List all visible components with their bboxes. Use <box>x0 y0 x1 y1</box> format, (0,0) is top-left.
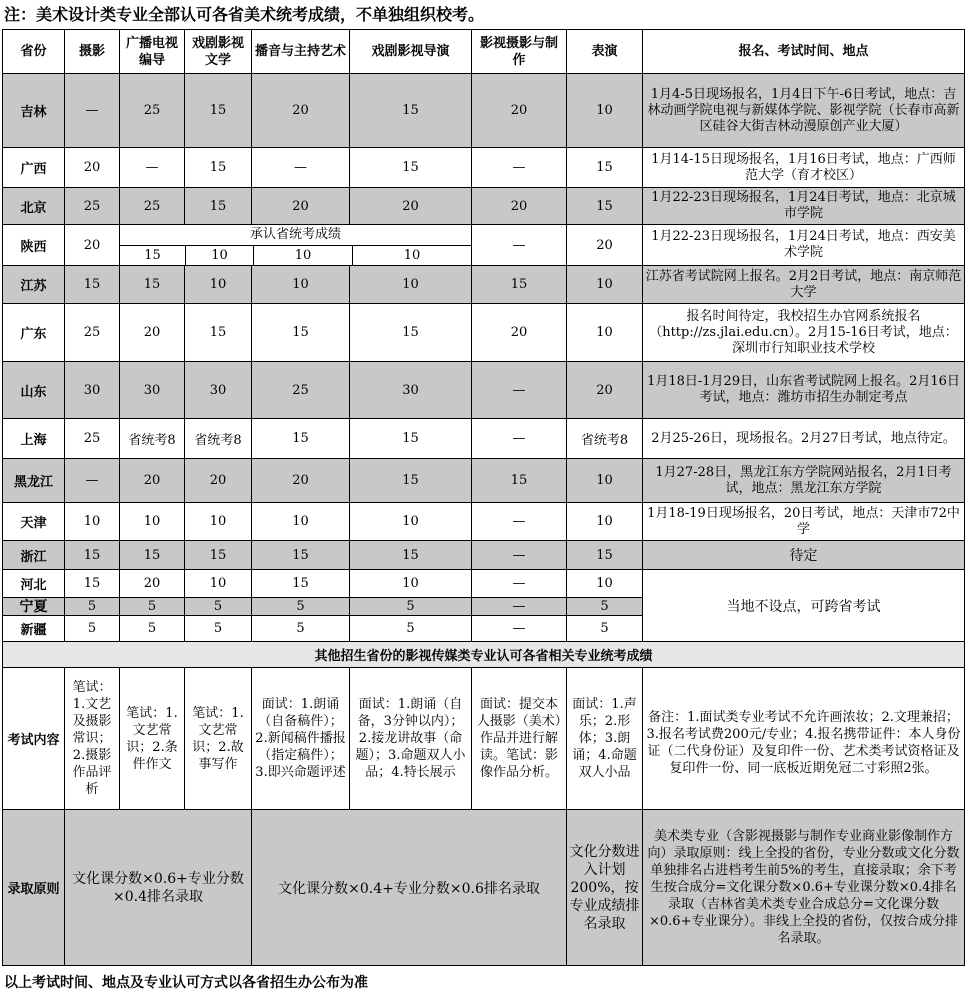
value-cell: 10 <box>350 266 472 304</box>
value-cell: — <box>472 616 567 642</box>
province-cell: 浙江 <box>3 541 65 570</box>
value-cell: 10 <box>186 246 254 265</box>
value-cell: 25 <box>65 419 120 459</box>
value-cell: 15 <box>567 188 643 225</box>
province-cell: 上海 <box>3 419 65 459</box>
value-cell: 15 <box>567 541 643 570</box>
table-row <box>3 148 965 188</box>
table-row <box>3 266 965 304</box>
value-cell: 25 <box>120 188 185 225</box>
value-cell: 15 <box>252 419 350 459</box>
value-cell: 15 <box>185 188 252 225</box>
value-cell: 15 <box>350 74 472 148</box>
value-cell: — <box>472 541 567 570</box>
value-cell: 10 <box>252 503 350 541</box>
value-cell: 15 <box>185 304 252 362</box>
value-cell: 30 <box>350 362 472 419</box>
section-title: 其他招生省份的影视传媒类专业认可各省相关专业统考成绩 <box>3 642 965 668</box>
value-cell: — <box>65 459 120 503</box>
value-cell: 10 <box>403 248 421 263</box>
table-row <box>3 304 965 362</box>
value-cell: 30 <box>65 362 120 419</box>
value-cell: 5 <box>120 616 185 642</box>
value-cell: — <box>65 74 120 148</box>
content-cell: 面试：提交本人摄影（美术）作品并进行解读。笔试：影像作品分析。 <box>472 668 567 810</box>
table-row <box>3 225 965 266</box>
info-cell: 1月22-23日现场报名，1月24日考试，地点：北京城市学院 <box>643 188 965 225</box>
value-cell: 10 <box>120 503 185 541</box>
info-cell: 1月27-28日，黑龙江东方学院网站报名，2月1日考试，地点：黑龙江东方学院 <box>643 459 965 503</box>
table-row <box>3 362 965 419</box>
province-cell: 陕西 <box>3 225 65 266</box>
admission-detail: 美术类专业（含影视摄影与制作专业商业影像制作方向）录取原则：线上全投的省份，专业分数或文化分数单独排名占进档考生前5%的考生，直接录取；余下考生按合成分=文化课分数×0.6+专业课分数×0.4排名录取（吉林省美术类专业合成总分=文化课分数×0.6+专业课分）。非线上全投的省份，仅按合成分排名录取。 <box>643 810 965 966</box>
info-cell: 1月22-23日现场报名，1月24日考试，地点：西安美术学院 <box>643 225 965 266</box>
value-cell: 5 <box>65 616 120 642</box>
row-label: 录取原则 <box>3 810 65 966</box>
value-cell: 15 <box>252 304 350 362</box>
header-cell: 报名、考试时间、地点 <box>643 30 965 74</box>
value-cell: 省统考8 <box>567 419 643 459</box>
value-cell: 25 <box>120 74 185 148</box>
value-cell: 30 <box>120 362 185 419</box>
value-cell: — <box>472 419 567 459</box>
header-cell: 省份 <box>3 30 65 74</box>
shaanxi-merged-cell <box>120 225 472 266</box>
info-cell: 1月18-19日现场报名，20日考试，地点：天津市72中学 <box>643 503 965 541</box>
province-cell: 广东 <box>3 304 65 362</box>
value-cell: 20 <box>567 225 643 266</box>
value-cell: 10 <box>65 503 120 541</box>
footer-note: 以上考试时间、地点及专业认可方式以各省招生办公布为准 <box>4 975 368 991</box>
value-cell: 15 <box>350 148 472 188</box>
info-cell: 1月14-15日现场报名，1月16日考试，地点：广西师范大学（育才校区） <box>643 148 965 188</box>
value-cell: 10 <box>254 246 353 265</box>
value-cell: 15 <box>185 148 252 188</box>
province-cell: 江苏 <box>3 266 65 304</box>
value-cell: 5 <box>185 616 252 642</box>
value-cell: 20 <box>120 304 185 362</box>
value-cell: 10 <box>567 459 643 503</box>
value-cell: 5 <box>252 598 350 616</box>
info-cell: 待定 <box>643 541 965 570</box>
value-cell: 省统考8 <box>120 419 185 459</box>
remarks-cell: 备注：1.面试类专业考试不允许画浓妆；2.文理兼招；3.报名考试费200元/专业；4.报名携带证件：本人身份证（二代身份证）及复印件一份、艺术类考试资格证及复印件一份、同一底板近期免冠二寸彩照2张。 <box>643 668 965 810</box>
value-cell: 10 <box>185 266 252 304</box>
province-cell: 广西 <box>3 148 65 188</box>
content-cell: 面试：1.声乐；2.形体；3.朗诵；4.命题双人小品 <box>567 668 643 810</box>
value-cell: 15 <box>65 541 120 570</box>
value-cell: 20 <box>472 304 567 362</box>
province-cell: 吉林 <box>3 74 65 148</box>
value-cell: — <box>472 362 567 419</box>
content-cell: 面试：1.朗诵（自备，3分钟以内）；2.接龙讲故事（命题）；3.命题双人小品；4.特长展示 <box>350 668 472 810</box>
admission-cell: 文化课分数×0.4+专业分数×0.6排名录取 <box>252 810 567 966</box>
value-cell: 省统考8 <box>185 419 252 459</box>
info-cell: 1月4-5日现场报名，1月4日下午-6日考试，地点：吉林动画学院电视与新媒体学院、影视学院（长春市高新区硅谷大街吉林动漫原创产业大厦） <box>643 74 965 148</box>
value-cell: 20 <box>350 188 472 225</box>
header-cell: 戏剧影视导演 <box>350 30 472 74</box>
value-cell: 15 <box>350 541 472 570</box>
info-cell: 2月25-26日，现场报名。2月27日考试，地点待定。 <box>643 419 965 459</box>
value-cell: 20 <box>567 362 643 419</box>
header-cell: 影视摄影与制作 <box>472 30 567 74</box>
header-cell: 戏剧影视文学 <box>185 30 252 74</box>
value-cell: 10 <box>567 266 643 304</box>
value-cell: 15 <box>472 459 567 503</box>
value-cell: 20 <box>252 459 350 503</box>
info-cell: 1月18日-1月29日，山东省考试院网上报名。2月16日考试，地点：潍坊市招生办制定考点 <box>643 362 965 419</box>
value-cell: — <box>120 148 185 188</box>
admission-cell: 文化课分数×0.6+专业分数×0.4排名录取 <box>65 810 252 966</box>
value-cell: 10 <box>350 570 472 598</box>
table-row <box>3 74 965 148</box>
value-cell: 20 <box>252 188 350 225</box>
value-cell: 5 <box>65 598 120 616</box>
value-cell: — <box>472 503 567 541</box>
value-cell: 15 <box>65 266 120 304</box>
shaanxi-sub-values <box>120 246 471 265</box>
header-cell: 摄影 <box>65 30 120 74</box>
table-row <box>3 541 965 570</box>
section-row <box>3 642 965 668</box>
value-cell: 20 <box>252 74 350 148</box>
info-cell: 当地不设点，可跨省考试 <box>643 570 965 642</box>
value-cell: — <box>472 598 567 616</box>
table-row <box>3 503 965 541</box>
value-cell: 20 <box>472 74 567 148</box>
table-row <box>3 188 965 225</box>
value-cell: 5 <box>567 616 643 642</box>
value-cell: 10 <box>185 570 252 598</box>
value-cell: 30 <box>185 362 252 419</box>
header-cell: 表演 <box>567 30 643 74</box>
value-cell: 10 <box>567 570 643 598</box>
value-cell: 10 <box>567 74 643 148</box>
value-cell: 10 <box>567 304 643 362</box>
value-cell: 15 <box>567 148 643 188</box>
province-cell: 北京 <box>3 188 65 225</box>
content-cell: 面试：1.朗诵（自备稿件）；2.新闻稿件播报（指定稿件）；3.即兴命题评述 <box>252 668 350 810</box>
province-cell: 新疆 <box>3 616 65 642</box>
value-cell: 25 <box>65 188 120 225</box>
header-row <box>3 30 965 74</box>
content-cell: 笔试：1.文艺常识；2.条件作文 <box>120 668 185 810</box>
value-cell: 5 <box>567 598 643 616</box>
table-row <box>3 419 965 459</box>
value-cell: 15 <box>350 459 472 503</box>
value-cell: 20 <box>65 225 120 266</box>
admission-row <box>3 810 965 966</box>
value-cell: 25 <box>65 304 120 362</box>
value-cell: 15 <box>472 266 567 304</box>
value-cell: 20 <box>65 148 120 188</box>
value-cell: 5 <box>185 598 252 616</box>
value-cell: — <box>472 570 567 598</box>
value-cell: 5 <box>120 598 185 616</box>
value-cell: 10 <box>252 266 350 304</box>
content-cell: 笔试：1.文艺常识；2.故事写作 <box>185 668 252 810</box>
value-cell: 15 <box>350 304 472 362</box>
row-label: 考试内容 <box>3 668 65 810</box>
value-cell: — <box>472 148 567 188</box>
exam-content-row <box>3 668 965 810</box>
value-cell: 15 <box>252 570 350 598</box>
province-cell: 宁夏 <box>3 598 65 616</box>
header-cell: 播音与主持艺术 <box>252 30 350 74</box>
value-cell: 15 <box>185 74 252 148</box>
page-note: 注：美术设计类专业全部认可各省美术统考成绩，不单独组织校考。 <box>4 5 485 24</box>
value-cell: 15 <box>185 541 252 570</box>
table-row <box>3 570 965 598</box>
value-cell: 15 <box>252 541 350 570</box>
province-cell: 天津 <box>3 503 65 541</box>
value-cell: 10 <box>567 503 643 541</box>
value-cell: 20 <box>185 459 252 503</box>
header-cell: 广播电视编导 <box>120 30 185 74</box>
value-cell: 15 <box>120 246 186 265</box>
exam-table <box>2 29 965 966</box>
value-cell: 25 <box>252 362 350 419</box>
province-cell: 河北 <box>3 570 65 598</box>
value-cell: 15 <box>120 266 185 304</box>
value-cell: 15 <box>120 541 185 570</box>
value-cell: 20 <box>120 570 185 598</box>
value-cell: — <box>252 148 350 188</box>
value-cell: — <box>472 225 567 266</box>
value-cell: 20 <box>120 459 185 503</box>
province-cell: 山东 <box>3 362 65 419</box>
value-cell: 5 <box>252 616 350 642</box>
shaanxi-accept-note: 承认省统考成绩 <box>120 225 471 246</box>
value-cell: 15 <box>65 570 120 598</box>
value-cell: 10 <box>350 503 472 541</box>
info-cell: 江苏省考试院网上报名。2月2日考试，地点：南京师范大学 <box>643 266 965 304</box>
table-row <box>3 459 965 503</box>
value-cell: 10 <box>185 503 252 541</box>
value-cell: 5 <box>350 598 472 616</box>
value-cell: 15 <box>350 419 472 459</box>
admission-cell: 文化分数进入计划200%，按专业成绩排名录取 <box>567 810 643 966</box>
value-cell: 20 <box>472 188 567 225</box>
value-cell: 5 <box>350 616 472 642</box>
content-cell: 笔试：1.文艺及摄影常识；2.摄影作品评析 <box>65 668 120 810</box>
province-cell: 黑龙江 <box>3 459 65 503</box>
info-cell: 报名时间待定，我校招生办官网系统报名（http://zs.jlai.edu.cn）。2月15-16日考试，地点：深圳市行知职业技术学校 <box>643 304 965 362</box>
